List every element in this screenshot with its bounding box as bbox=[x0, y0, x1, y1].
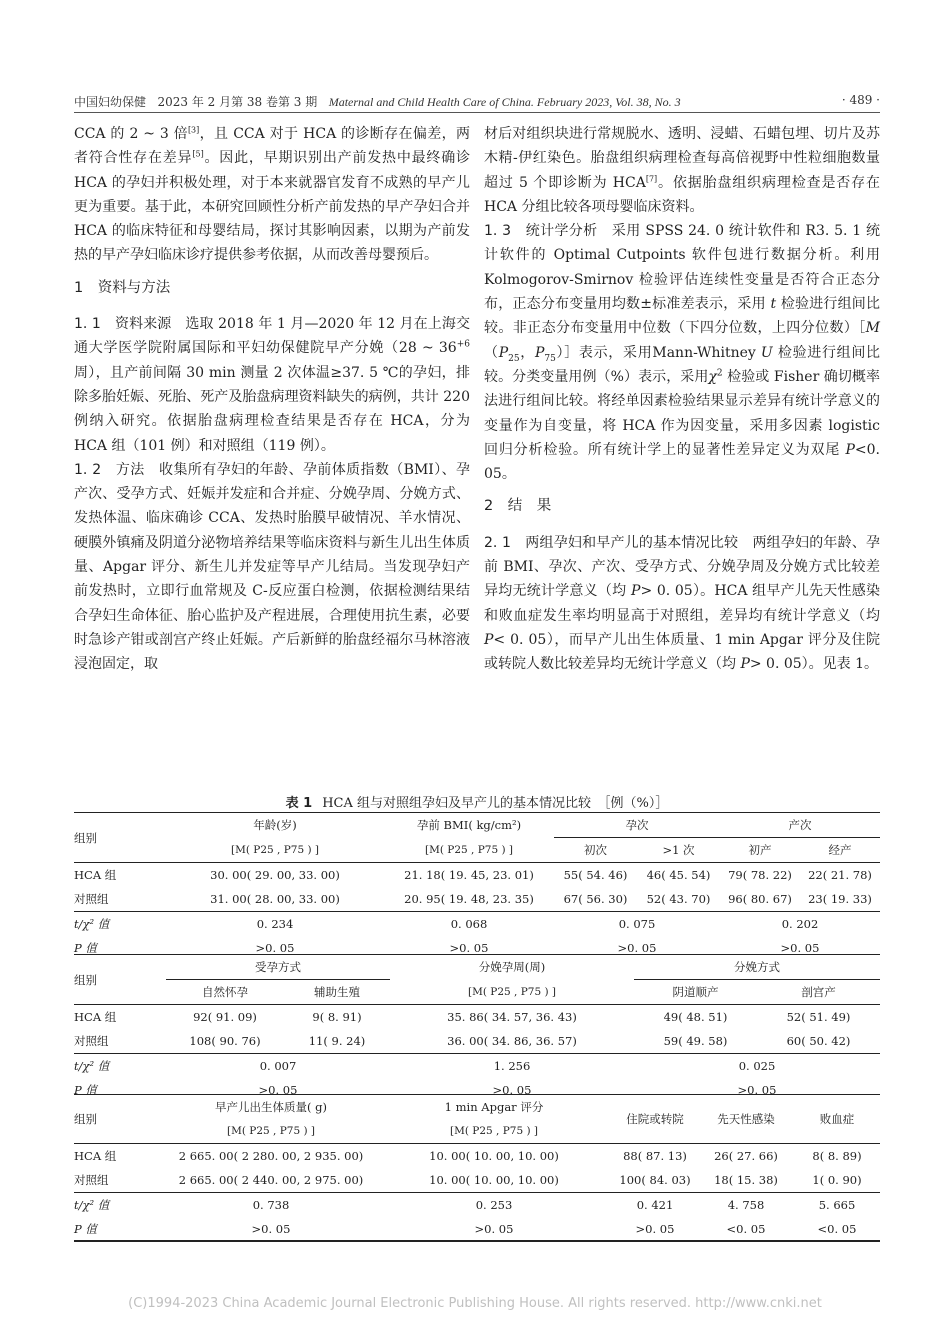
table-block-2 bbox=[74, 954, 880, 1102]
header-journal bbox=[74, 93, 681, 110]
table-row: HCA 组 2 665. 00( 2 280. 00, 2 935. 00) 10. 00( 10. 00, 10. 00) 88( 87. 13) 26( 27. 66) 8( 8. 89) bbox=[74, 1144, 880, 1169]
table-row: HCA 组 92( 91. 09) 9( 8. 91) 35. 86( 34. 57, 36. 43) 49( 48. 51) 52( 51. 49) bbox=[74, 1005, 880, 1030]
column-subheader: 经产 bbox=[828, 843, 852, 857]
column-header: 分娩方式 bbox=[634, 955, 880, 980]
column-subheader: 阴道顺产 bbox=[672, 985, 719, 999]
section-heading-results: 2 结 果 bbox=[484, 498, 552, 515]
group-header: 组别 bbox=[74, 813, 166, 863]
table-row: HCA 组 30. 00( 29. 00, 33. 00) 21. 18( 19. 45, 23. 01) 55( 54. 46) 46( 45. 54) 79( 78. 22) 22( 21. 78) bbox=[74, 863, 880, 888]
column-header: 早产儿出生体质量( g) bbox=[166, 1095, 376, 1120]
column-subheader: 初次 bbox=[584, 843, 607, 857]
column-subheader: >1 次 bbox=[662, 843, 695, 857]
table-number: 表 1 bbox=[285, 796, 313, 811]
table-block-3 bbox=[74, 1094, 880, 1241]
group-header: 组别 bbox=[74, 1095, 166, 1144]
column-header: 孕前 BMI( kg/cm²) bbox=[384, 813, 554, 838]
table-row: 对照组 108( 90. 76) 11( 9. 24) 36. 00( 34. 86, 36. 57) 59( 49. 58) 60( 50. 42) bbox=[74, 1034, 851, 1048]
intro-paragraph: CCA 的 2 ~ 3 倍[3]，且 CCA 对于 HCA 的诊断存在偏差，两者符合性存在差异[5]。因此，早期识别出产前发热中最终确诊 HCA 的孕妇并积极处理，对于本来就器官发育不成熟的早产儿更为重要。基于此，本研究回顾性分析产前发热的早产孕妇合并 HCA 的临床特征和母婴结局，探讨其影响因素，以期为产前发热的早产孕妇临床诊疗提供参考依据，从而改善母婴预后。 bbox=[74, 125, 471, 264]
table-row: t/χ² 值 0. 007 1. 256 0. 025 bbox=[74, 1054, 880, 1079]
column-subheader: 自然怀孕 bbox=[202, 985, 248, 999]
right-column bbox=[484, 122, 880, 677]
column-subheader: [M( P25 , P75 ) ] bbox=[230, 843, 319, 856]
column-header: 1 min Apgar 评分 bbox=[376, 1095, 612, 1120]
table-row: P 值 >0. 05 >0. 05 >0. 05 <0. 05 <0. 05 bbox=[74, 1222, 857, 1236]
column-header: 受孕方式 bbox=[166, 955, 390, 980]
section-heading-methods: 1 资料与方法 bbox=[74, 279, 171, 296]
table-block-1 bbox=[74, 812, 880, 960]
column-header: 败血症 bbox=[794, 1095, 880, 1144]
methods-continued-paragraph: 材后对组织块进行常规脱水、透明、浸蜡、石蜡包埋、切片及苏木精-伊红染色。胎盘组织病理检查每高倍视野中性粒细胞数量超过 5 个即诊断为 HCA[7]。依据胎盘组织病理检查是否存在 HCA 分组比较各项母婴临床资料。 bbox=[484, 126, 881, 215]
page-number: · 489 · bbox=[841, 93, 880, 107]
column-header: 孕次 bbox=[554, 813, 720, 838]
subsection-heading: 2. 1 两组孕妇和早产儿的基本情况比较 bbox=[484, 534, 739, 551]
left-column bbox=[74, 122, 470, 677]
copyright-footer: (C)1994-2023 China Academic Journal Electronic Publishing House. All rights reserved. http://www.cnki.net bbox=[128, 1296, 822, 1311]
running-header bbox=[74, 91, 880, 111]
table-row: t/χ² 值 0. 234 0. 068 0. 075 0. 202 bbox=[74, 912, 880, 937]
column-subheader: [M( P25 , P75 ) ] bbox=[467, 985, 556, 998]
reference-7[interactable]: [7] bbox=[645, 173, 658, 183]
column-subheader: [M( P25 , P75 ) ] bbox=[226, 1125, 315, 1137]
subsection-heading: 1. 2 方法 bbox=[74, 461, 145, 478]
column-header: 住院或转院 bbox=[612, 1095, 698, 1144]
column-subheader: 辅助生殖 bbox=[314, 985, 360, 999]
column-subheader: 剖宫产 bbox=[801, 985, 836, 999]
data-source-paragraph: 1. 1 资料来源 选取 2018 年 1 月—2020 年 12 月在上海交通大学医学院附属国际和平妇幼保健院早产分娩（28 ~ $36^{+6}$周），且产前间隔 30 min 测量 2 次体温≥37. 5 ℃的孕妇，排除多胎妊娠、死胎、死产及胎盘病理资料缺失的病例，共计 220 例纳入研究。依据胎盘病理检查结果是否存在 HCA，分为 HCA 组（101 例）和对照组（119 例）。 bbox=[74, 316, 470, 454]
table-row: t/χ² 值 0. 738 0. 253 0. 421 4. 758 5. 665 bbox=[74, 1193, 880, 1218]
table-row: 对照组 31. 00( 28. 00, 33. 00) 20. 95( 19. 48, 23. 35) 67( 56. 30) 52( 43. 70) 96( 80. 67) 23( 19. 33) bbox=[74, 892, 872, 906]
table-title: HCA 组与对照组孕妇及早产儿的基本情况比较 ［例（%）］ bbox=[322, 796, 669, 811]
column-header: 先天性感染 bbox=[698, 1095, 794, 1144]
header-rule bbox=[74, 112, 880, 113]
subsection-heading: 1. 3 统计学分析 bbox=[484, 223, 598, 240]
statistics-paragraph: 1. 3 统计学分析 采用 SPSS 24. 0 统计软件和 R3. 5. 1 统计软件的 Optimal Cutpoints 软件包进行数据分析。利用 Kolmogorov-Smirnov 检验评估连续性变量是否符合正态分布，正态分布变量用均数±标准差表示，采用 t 检验进行组间比较。非正态分布变量用中位数（下四分位数，上四分位数）$[M(P_{25}$，$P_{75})]$表示，采用Mann-Whitney U 检验进行组间比较。分类变量用例（%）表示，采用$\chi^2$ 检验或 Fisher 确切概率法进行组间比较。将经单因素检验结果显示差异有统计学意义的变量作为自变量，将 HCA 作为因变量，采用多因素 logistic 回归分析检验。所有统计学上的显著性差异定义为双尾 P<0. 05。 bbox=[484, 223, 881, 483]
journal-name-en: Maternal and Child Health Care of China. February 2023, Vol. 38, No. 3 bbox=[328, 95, 681, 109]
journal-name-cn: 中国妇幼保健 bbox=[74, 95, 147, 109]
table-bottom-rule bbox=[74, 1240, 880, 1242]
issue-cn: 2023 年 2 月第 38 卷第 3 期 bbox=[157, 95, 318, 109]
reference-3[interactable]: [3] bbox=[187, 125, 200, 135]
column-header: 分娩孕周(周) bbox=[390, 955, 634, 980]
table-row: 对照组 2 665. 00( 2 440. 00, 2 975. 00) 10. 00( 10. 00, 10. 00) 100( 84. 03) 18( 15. 38) 1( 0. 90) bbox=[74, 1173, 862, 1187]
table-row: P 值 >0. 05 >0. 05 >0. 05 >0. 05 bbox=[74, 941, 820, 955]
results-paragraph: 2. 1 两组孕妇和早产儿的基本情况比较 两组孕妇的年龄、孕前 BMI、孕次、产次、受孕方式、分娩孕周及分娩方式比较差异均无统计学意义（均 P> 0. 05）。HCA 组早产儿先天性感染和败血症发生率均明显高于对照组，差异均有统计学意义（均 P< 0. 05），而早产儿出生体质量、1 min Apgar 评分及住院或转院人数比较差异均无统计学意义（均 P> 0. 05）。见表 1。 bbox=[484, 534, 881, 673]
reference-5[interactable]: [5] bbox=[192, 149, 204, 159]
methods-paragraph: 1. 2 方法 收集所有孕妇的年龄、孕前体质指数（BMI）、孕产次、受孕方式、妊娠并发症和合并症、分娩孕周、分娩方式、发热体温、临床确诊 CCA、发热时胎膜早破情况、羊水情况、硬膜外镇痛及阴道分泌物培养结果等临床资料与新生儿出生体质量、Apgar 评分、新生儿并发症等早产儿结局。当发现孕妇产前发热时，立即行血常规及 C-反应蛋白检测，依据检测结果结合孕妇生命体征、胎心监护及产程进展，合理使用抗生素，必要时急诊产钳或剖宫产终止妊娠。产后新鲜的胎盘经福尔马林溶液浸泡固定，取 bbox=[74, 461, 471, 673]
group-header: 组别 bbox=[74, 955, 166, 1005]
table-row: P 值 >0. 05 >0. 05 >0. 05 bbox=[74, 1083, 777, 1097]
column-subheader: [M( P25 , P75 ) ] bbox=[424, 843, 513, 856]
subsection-heading: 1. 1 资料来源 bbox=[74, 316, 172, 333]
column-header: 产次 bbox=[720, 813, 880, 838]
table-caption bbox=[74, 792, 880, 811]
column-subheader: 初产 bbox=[748, 843, 772, 857]
column-header: 年龄(岁) bbox=[166, 813, 384, 838]
column-subheader: [M( P25 , P75 ) ] bbox=[449, 1125, 538, 1137]
